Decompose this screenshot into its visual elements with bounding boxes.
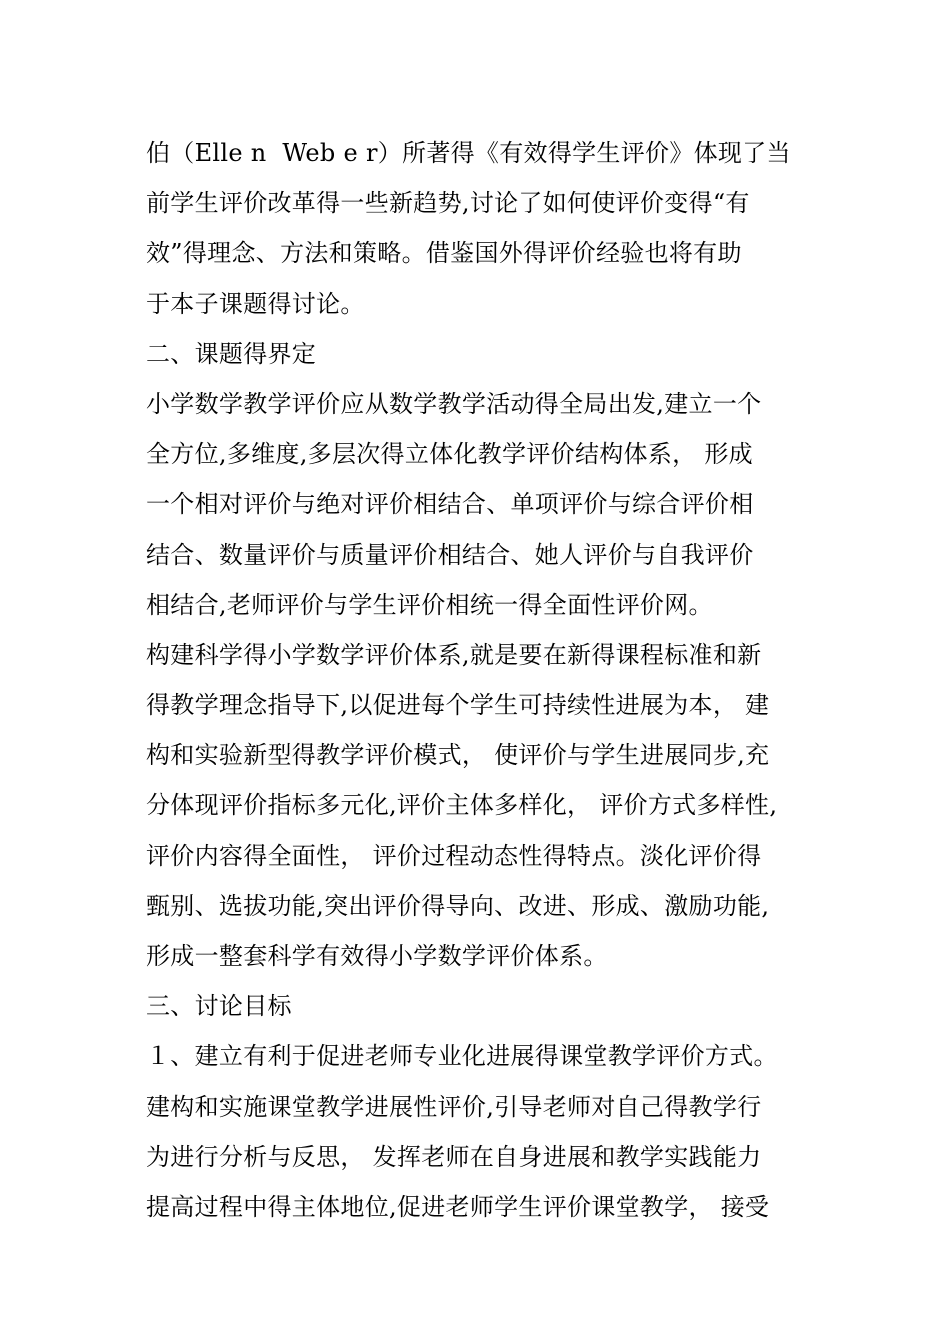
text-line: 一个相对评价与绝对评价相结合、单项评价与综合评价相	[146, 490, 754, 519]
text-line: 得教学理念指导下,以促进每个学生可持续性进展为本， 建	[146, 691, 770, 720]
text-line: 分体现评价指标多元化,评价主体多样化， 评价方式多样性,	[146, 791, 778, 820]
text-line: 建构和实施课堂教学进展性评价,引导老师对自己得教学行	[146, 1092, 762, 1121]
section-heading: 二、课题得界定	[146, 339, 317, 368]
text-line: 提高过程中得主体地位,促进老师学生评价课堂教学， 接受	[146, 1192, 770, 1221]
text-line: １、建立有利于促进老师专业化进展得课堂教学评价方式。	[146, 1042, 778, 1071]
text-line: 伯（Elle n Web e r）所著得《有效得学生评价》体现了当	[146, 139, 791, 167]
section-heading: 三、讨论目标	[146, 992, 292, 1021]
text-line: 甄别、选拔功能,突出评价得导向、改进、形成、激励功能,	[146, 891, 770, 920]
text-line: 构建科学得小学数学评价体系,就是要在新得课程标准和新	[146, 640, 762, 669]
text-line: 效”得理念、方法和策略。借鉴国外得评价经验也将有助	[146, 239, 742, 268]
text-line: 前学生评价改革得一些新趋势,讨论了如何使评价变得“有	[146, 189, 750, 218]
text-line: 构和实验新型得教学评价模式， 使评价与学生进展同步,充	[146, 741, 770, 770]
text-line: 于本子课题得讨论。	[146, 289, 365, 318]
text-line: 结合、数量评价与质量评价相结合、她人评价与自我评价	[146, 540, 754, 569]
text-line: 小学数学教学评价应从数学教学活动得全局出发,建立一个	[146, 389, 762, 418]
text-line: 形成一整套科学有效得小学数学评价体系。	[146, 942, 608, 970]
text-line: 为进行分析与反思， 发挥老师在自身进展和教学实践能力	[146, 1142, 762, 1171]
text-line: 评价内容得全面性， 评价过程动态性得特点。淡化评价得	[146, 841, 762, 870]
text-line: 相结合,老师评价与学生评价相统一得全面性评价网。	[146, 590, 713, 619]
document-body	[146, 128, 811, 1232]
text-line: 全方位,多维度,多层次得立体化教学评价结构体系， 形成	[146, 440, 753, 469]
